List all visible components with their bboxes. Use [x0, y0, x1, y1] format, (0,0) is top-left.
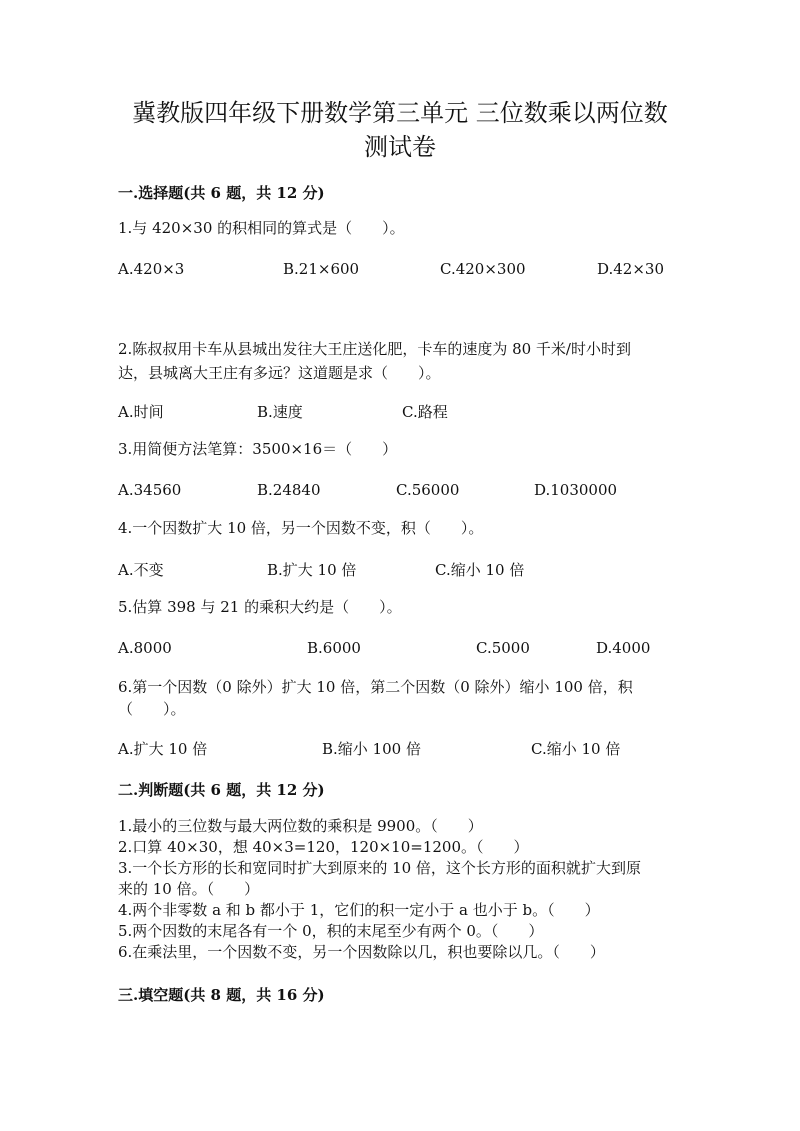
judge-question-2: 2.口算 40×30，想 40×3=120，120×10=1200。（ ）	[118, 838, 529, 856]
judge-question-6: 6.在乘法里，一个因数不变，另一个因数除以几，积也要除以几。（ ）	[118, 943, 605, 961]
choice-option-6b[interactable]: B.缩小 100 倍	[322, 740, 421, 758]
section-heading-fill: 三.填空题(共 8 题，共 16 分)	[118, 986, 325, 1004]
choice-option-4a[interactable]: A.不变	[118, 561, 164, 579]
section-heading-choice: 一.选择题(共 6 题，共 12 分)	[118, 184, 325, 202]
choice-option-1c[interactable]: C.420×300	[440, 260, 526, 278]
choice-option-5b[interactable]: B.6000	[307, 639, 361, 657]
judge-question-3-line1: 3.一个长方形的长和宽同时扩大到原来的 10 倍，这个长方形的面积就扩大到原	[118, 859, 641, 877]
judge-question-5: 5.两个因数的末尾各有一个 0，积的末尾至少有两个 0。（ ）	[118, 922, 544, 940]
choice-option-4b[interactable]: B.扩大 10 倍	[267, 561, 357, 579]
choice-question-5: 5.估算 398 与 21 的乘积大约是（ ）。	[118, 598, 402, 616]
choice-option-6a[interactable]: A.扩大 10 倍	[118, 740, 208, 758]
page-title-line1: 冀教版四年级下册数学第三单元 三位数乘以两位数	[132, 99, 668, 127]
choice-option-1d[interactable]: D.42×30	[597, 260, 665, 278]
judge-question-1: 1.最小的三位数与最大两位数的乘积是 9900。（ ）	[118, 817, 483, 835]
choice-question-4: 4.一个因数扩大 10 倍，另一个因数不变，积（ ）。	[118, 519, 484, 537]
choice-option-5a[interactable]: A.8000	[118, 639, 172, 657]
choice-question-6-line1: 6.第一个因数（0 除外）扩大 10 倍，第二个因数（0 除外）缩小 100 倍，积	[118, 678, 633, 696]
choice-option-2b[interactable]: B.速度	[257, 403, 303, 421]
choice-option-5d[interactable]: D.4000	[596, 639, 651, 657]
choice-option-2c[interactable]: C.路程	[402, 403, 448, 421]
choice-option-3d[interactable]: D.1030000	[534, 481, 618, 499]
section-heading-judge: 二.判断题(共 6 题，共 12 分)	[118, 781, 325, 799]
choice-question-3: 3.用简便方法笔算：3500×16＝（ ）	[118, 440, 398, 458]
judge-question-3-line2: 来的 10 倍。（ ）	[118, 880, 260, 898]
choice-question-1: 1.与 420×30 的积相同的算式是（ ）。	[118, 219, 405, 237]
choice-question-2-line2: 达，县城离大王庄有多远？这道题是求（ ）。	[118, 364, 441, 382]
choice-option-5c[interactable]: C.5000	[476, 639, 530, 657]
choice-option-2a[interactable]: A.时间	[118, 403, 164, 421]
choice-option-1b[interactable]: B.21×600	[283, 260, 360, 278]
choice-option-4c[interactable]: C.缩小 10 倍	[435, 561, 525, 579]
choice-option-1a[interactable]: A.420×3	[118, 260, 185, 278]
choice-question-6-line2: （ ）。	[118, 700, 186, 718]
choice-option-3c[interactable]: C.56000	[396, 481, 460, 499]
judge-question-4: 4.两个非零数 a 和 b 都小于 1，它们的积一定小于 a 也小于 b。（ ）	[118, 901, 600, 919]
choice-option-3a[interactable]: A.34560	[118, 481, 182, 499]
choice-option-6c[interactable]: C.缩小 10 倍	[531, 740, 621, 758]
choice-question-2-line1: 2.陈叔叔用卡车从县城出发往大王庄送化肥，卡车的速度为 80 千米/时小时到	[118, 340, 631, 358]
page-title-line2: 测试卷	[364, 133, 436, 161]
choice-option-3b[interactable]: B.24840	[257, 481, 321, 499]
